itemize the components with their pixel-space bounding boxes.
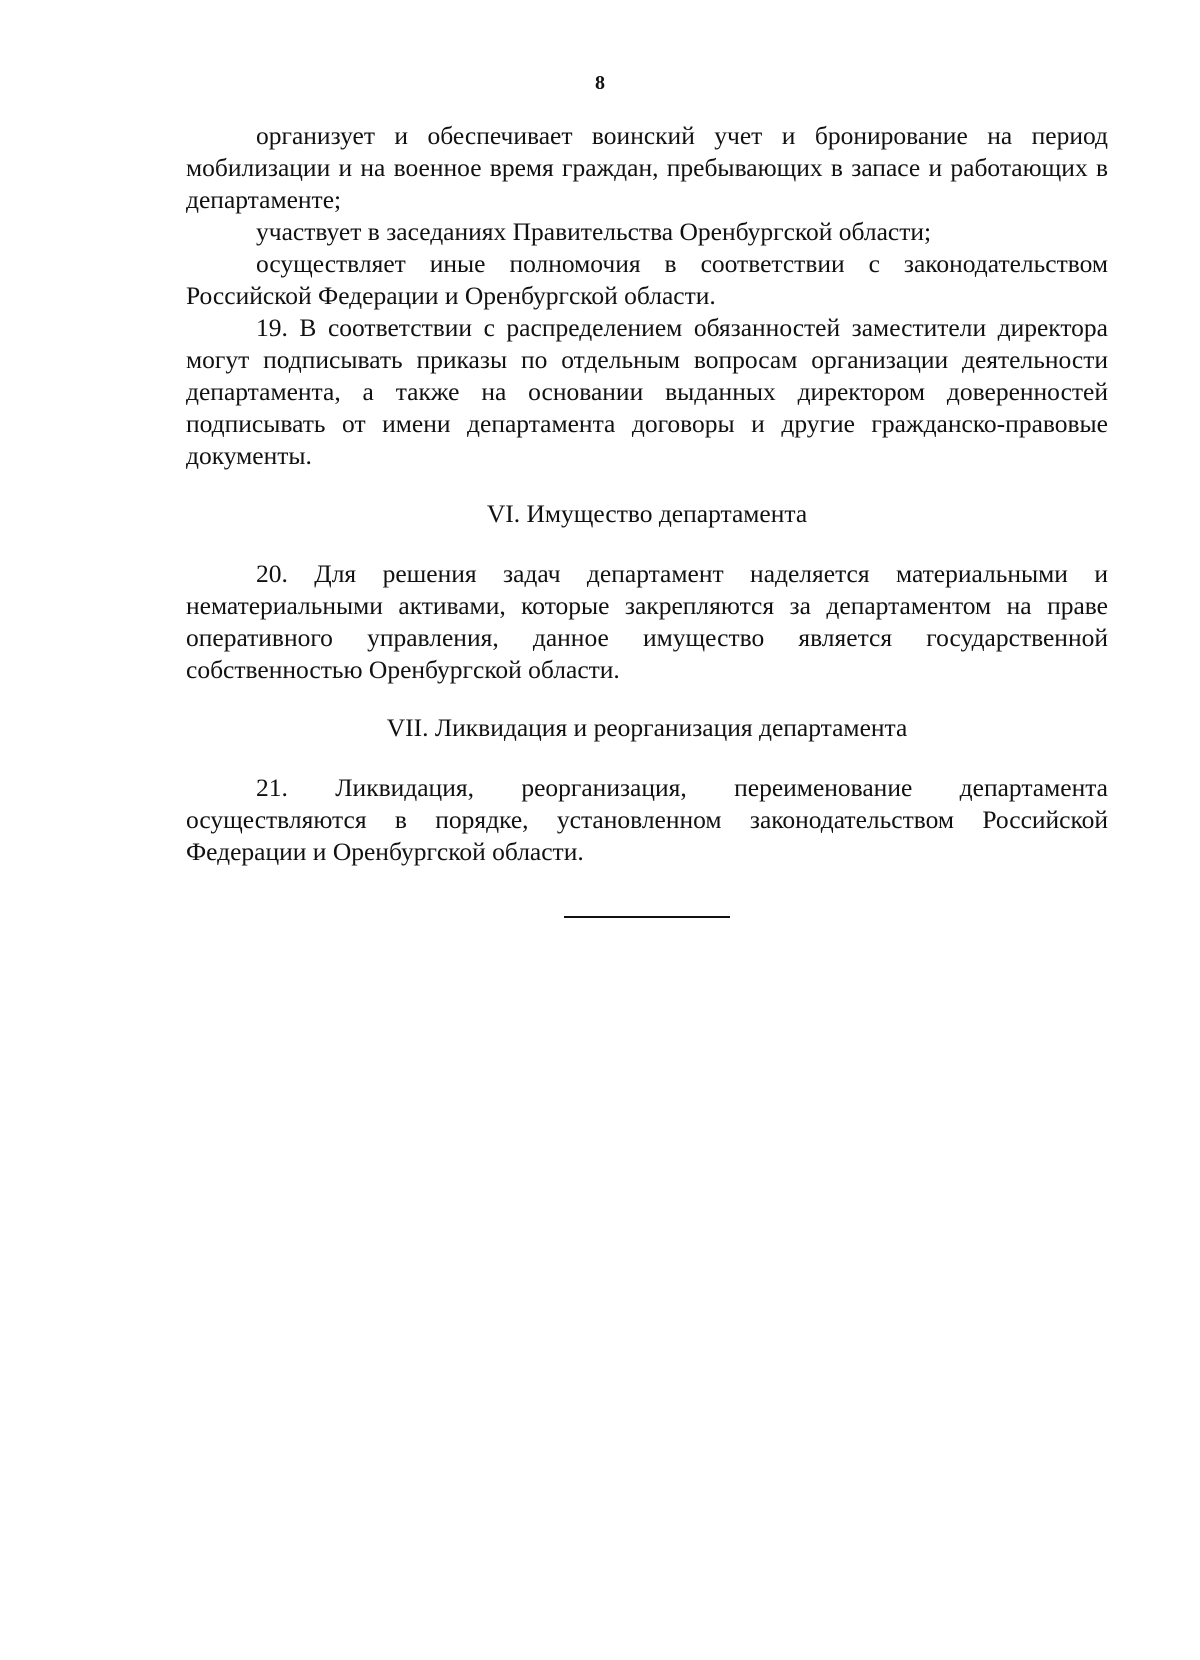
end-of-document-rule	[564, 916, 730, 918]
paragraph-item-19: 19. В соответствии с распределением обязанностей заместители директора могут подписывать приказы по отдельным вопросам организации деятельности департамента, а также на основании выданных директором доверенностей подписывать от имени департамента договоры и другие гражданско-правовые документы.	[186, 313, 1108, 470]
document-body	[186, 120, 1108, 918]
paragraph-government-meetings: участвует в заседаниях Правительства Оренбургской области;	[256, 217, 932, 246]
paragraph-item-20: 20. Для решения задач департамент наделяется материальными и нематериальными активами, которые закрепляются за департаментом на праве оперативного управления, данное имущество является государственной собственностью Оренбургской области.	[186, 559, 1108, 684]
paragraph-item-21: 21. Ликвидация, реорганизация, переименование департамента осуществляются в порядке, установленном законодательством Российской Федерации и Оренбургской области.	[186, 773, 1108, 866]
section-vi-heading: VI. Имущество департамента	[486, 499, 808, 528]
section-vii-heading: VII. Ликвидация и реорганизация департамента	[386, 713, 908, 742]
page-number: 8	[595, 72, 605, 94]
paragraph-military-registration: организует и обеспечивает воинский учет и бронирование на период мобилизации и на военное время граждан, пребывающих в запасе и работающих в департаменте;	[186, 121, 1108, 214]
paragraph-other-powers: осуществляет иные полномочия в соответствии с законодательством Российской Федерации и Оренбургской области.	[186, 249, 1108, 310]
